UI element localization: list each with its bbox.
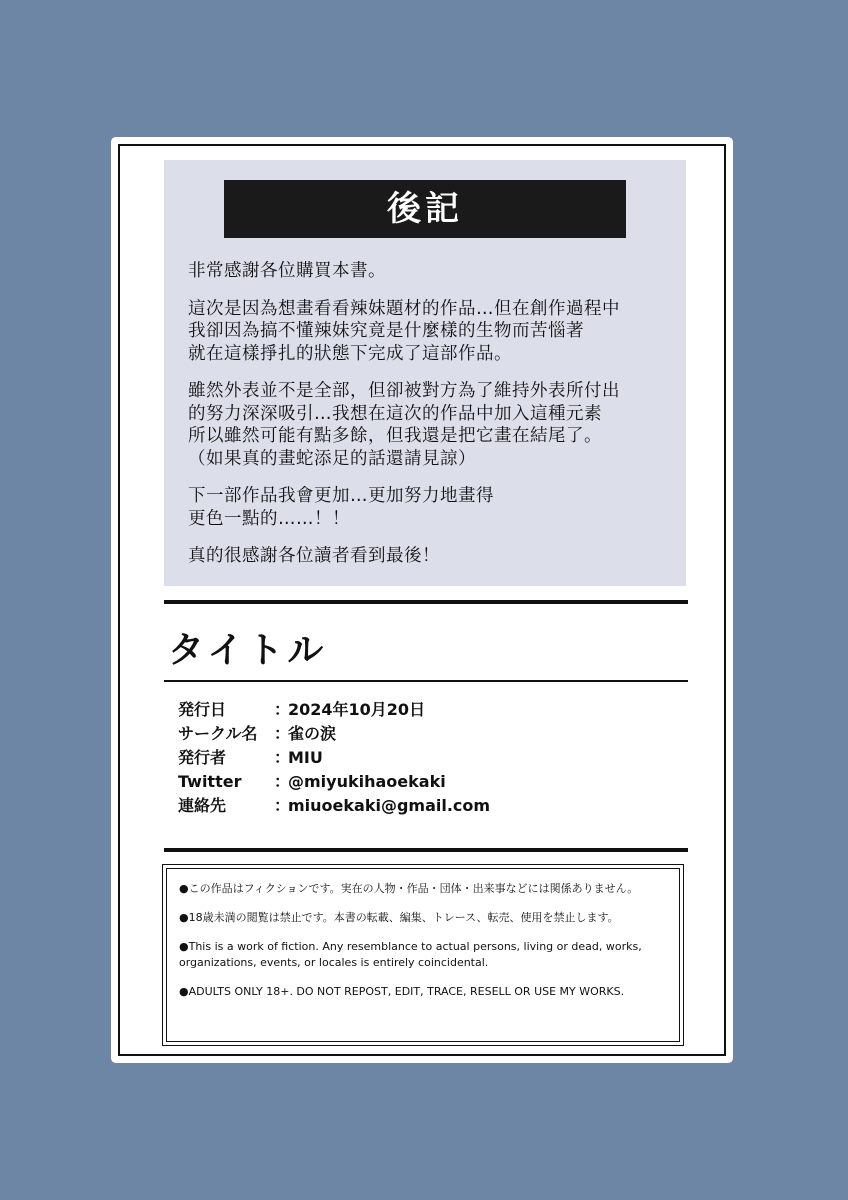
notice-item [179, 939, 669, 971]
colophon-label: Twitter [178, 772, 242, 791]
colophon-separator: ： [274, 796, 291, 815]
book-title: タイトル [168, 629, 328, 671]
colophon-row-contact [178, 794, 658, 818]
colophon-value: 雀の涙 [288, 724, 337, 743]
colophon-row-twitter [178, 770, 658, 794]
divider-rule [164, 680, 688, 682]
notice-item [179, 881, 669, 897]
afterword-line: 非常感謝各位購買本書。 [188, 261, 386, 281]
card-border [118, 144, 726, 1056]
afterword-line: 這次是因為想畫看看辣妹題材的作品…但在創作過程中 [188, 298, 620, 319]
colophon-separator: ： [274, 724, 291, 743]
notice-item [179, 910, 669, 926]
colophon-separator: ： [274, 748, 291, 767]
afterword-line: 的努力深深吸引…我想在這次的作品中加入這種元素 [188, 403, 602, 424]
notice-line: ●この作品はフィクションです。実在の人物・作品・団体・出来事などには関係ありません。 [179, 882, 639, 895]
colophon-table [178, 698, 658, 818]
notice-line: ●18歳未満の閲覧は禁止です。本書の転載、編集、トレース、転売、使用を禁止します。 [179, 911, 619, 924]
colophon-card [114, 140, 730, 1060]
divider-rule [164, 848, 688, 852]
afterword-paragraph [188, 485, 678, 530]
afterword-line: 就在這樣掙扎的狀態下完成了這部作品。 [188, 343, 512, 364]
afterword-line: 所以雖然可能有點多餘，但我還是把它畫在結尾了。 [188, 426, 602, 446]
afterword-line: 下一部作品我會更加…更加努力地畫得 [188, 486, 494, 506]
colophon-row-date [178, 698, 658, 722]
afterword-line: 真的很感謝各位讀者看到最後！ [188, 546, 440, 566]
colophon-value: 2024年10月20日 [288, 700, 426, 719]
afterword-paragraph [188, 260, 678, 283]
afterword-line: 我卻因為搞不懂辣妹究竟是什麼樣的生物而苦惱著 [188, 321, 584, 341]
afterword-line: （如果真的畫蛇添足的話還請見諒） [188, 448, 476, 469]
colophon-separator: ： [274, 700, 291, 719]
divider-rule [164, 600, 688, 604]
colophon-value: MIU [288, 748, 323, 767]
notice-box-inner [166, 868, 680, 1042]
notice-line: organizations, events, or locales is entirely coincidental. [179, 956, 489, 969]
colophon-label: サークル名 [178, 724, 258, 743]
notice-item [179, 984, 669, 1000]
notice-box [162, 864, 684, 1046]
afterword-line: 更色一點的……！！ [188, 508, 350, 529]
afterword-body [188, 260, 678, 583]
notice-line: ●This is a work of fiction. Any resemblance to actual persons, living or dead, works, [179, 940, 642, 953]
afterword-paragraph [188, 298, 678, 366]
colophon-row-publisher [178, 746, 658, 770]
afterword-paragraph [188, 545, 678, 568]
colophon-value: @miyukihaoekaki [288, 772, 446, 791]
colophon-value: miuoekaki@gmail.com [288, 796, 491, 815]
afterword-line: 雖然外表並不是全部，但卻被對方為了維持外表所付出 [188, 381, 620, 401]
colophon-label: 発行日 [178, 700, 227, 719]
colophon-separator: ： [274, 772, 291, 791]
colophon-row-circle [178, 722, 658, 746]
afterword-title: 後記 [224, 180, 626, 238]
colophon-label: 発行者 [178, 748, 227, 767]
notice-line: ●ADULTS ONLY 18+. DO NOT REPOST, EDIT, TRACE, RESELL OR USE MY WORKS. [179, 985, 625, 998]
afterword-panel [164, 160, 686, 586]
afterword-paragraph [188, 380, 678, 470]
colophon-label: 連絡先 [178, 796, 227, 815]
